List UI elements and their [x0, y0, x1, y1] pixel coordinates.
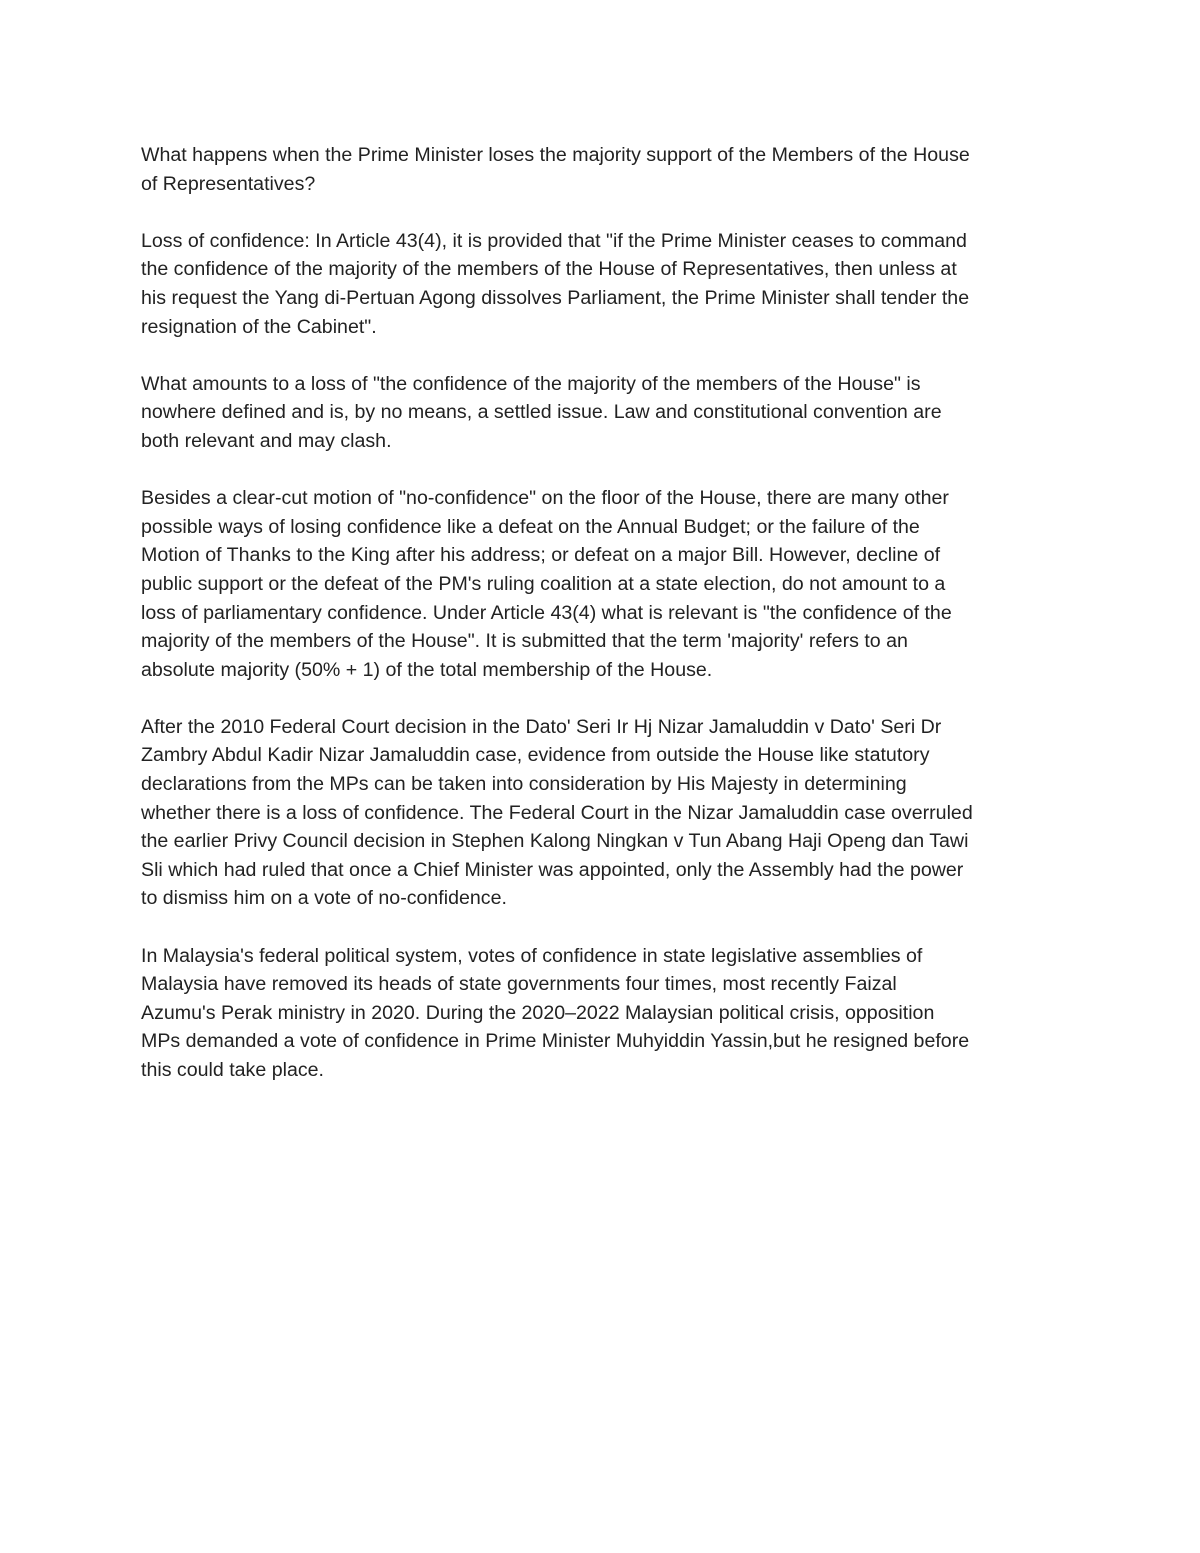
text-line: Sli which had ruled that once a Chief Minister was appointed, only the Assembly had the power: [141, 858, 964, 881]
text-line: declarations from the MPs can be taken into consideration by His Majesty in determining: [141, 773, 907, 796]
text-line: Malaysia have removed its heads of state governments four times, most recently Faizal: [141, 973, 897, 996]
text-line: MPs demanded a vote of confidence in Prime Minister Muhyiddin Yassin,but he resigned before: [141, 1030, 970, 1053]
text-line: loss of parliamentary confidence. Under Article 43(4) what is relevant is "the confidence of the: [141, 601, 952, 624]
text-line: both relevant and may clash.: [141, 429, 392, 452]
paragraph-loss-of-confidence: [141, 227, 1061, 341]
paragraph-question: [141, 141, 1061, 198]
text-line: nowhere defined and is, by no means, a settled issue. Law and constitutional convention are: [141, 401, 942, 424]
text-line: the confidence of the majority of the members of the House of Representatives, then unless at: [141, 258, 957, 281]
text-line: whether there is a loss of confidence. The Federal Court in the Nizar Jamaluddin case overruled: [141, 801, 973, 824]
paragraph-malaysia-system: [141, 942, 1061, 1085]
text-line: absolute majority (50% + 1) of the total membership of the House.: [141, 658, 713, 681]
paragraph-federal-court: [141, 713, 1061, 913]
text-line: Zambry Abdul Kadir Nizar Jamaluddin case, evidence from outside the House like statutory: [141, 744, 930, 767]
text-line: the earlier Privy Council decision in Stephen Kalong Ningkan v Tun Abang Haji Openg dan Tawi: [141, 830, 969, 853]
text-line: public support or the defeat of the PM's ruling coalition at a state election, do not amount to a: [141, 572, 946, 595]
text-line: resignation of the Cabinet".: [141, 315, 377, 338]
text-line: to dismiss him on a vote of no-confidence.: [141, 887, 507, 910]
text-line: Motion of Thanks to the King after his address; or defeat on a major Bill. However, decline of: [141, 544, 941, 567]
text-line: After the 2010 Federal Court decision in the Dato' Seri Ir Hj Nizar Jamaluddin v Dato' Seri Dr: [141, 715, 942, 738]
document-body: [141, 141, 1061, 1113]
text-line: Besides a clear-cut motion of "no-confidence" on the floor of the House, there are many other: [141, 487, 949, 510]
paragraph-definition: [141, 370, 1061, 456]
text-line: possible ways of losing confidence like a defeat on the Annual Budget; or the failure of the: [141, 515, 920, 538]
text-line: What happens when the Prime Minister loses the majority support of the Members of the House: [141, 144, 970, 166]
paragraph-ways-of-losing: [141, 484, 1061, 684]
text-line: Loss of confidence: In Article 43(4), it is provided that "if the Prime Minister ceases to command: [141, 229, 967, 252]
text-line: his request the Yang di-Pertuan Agong dissolves Parliament, the Prime Minister shall tender the: [141, 286, 970, 309]
text-line: What amounts to a loss of "the confidence of the majority of the members of the House" is: [141, 372, 921, 395]
text-line: of Representatives?: [141, 172, 316, 195]
text-line: this could take place.: [141, 1059, 324, 1081]
text-line: Azumu's Perak ministry in 2020. During the 2020–2022 Malaysian political crisis, opposition: [141, 1001, 935, 1024]
text-line: In Malaysia's federal political system, votes of confidence in state legislative assemblies of: [141, 944, 923, 967]
text-line: majority of the members of the House". It is submitted that the term 'majority' refers to an: [141, 630, 908, 653]
